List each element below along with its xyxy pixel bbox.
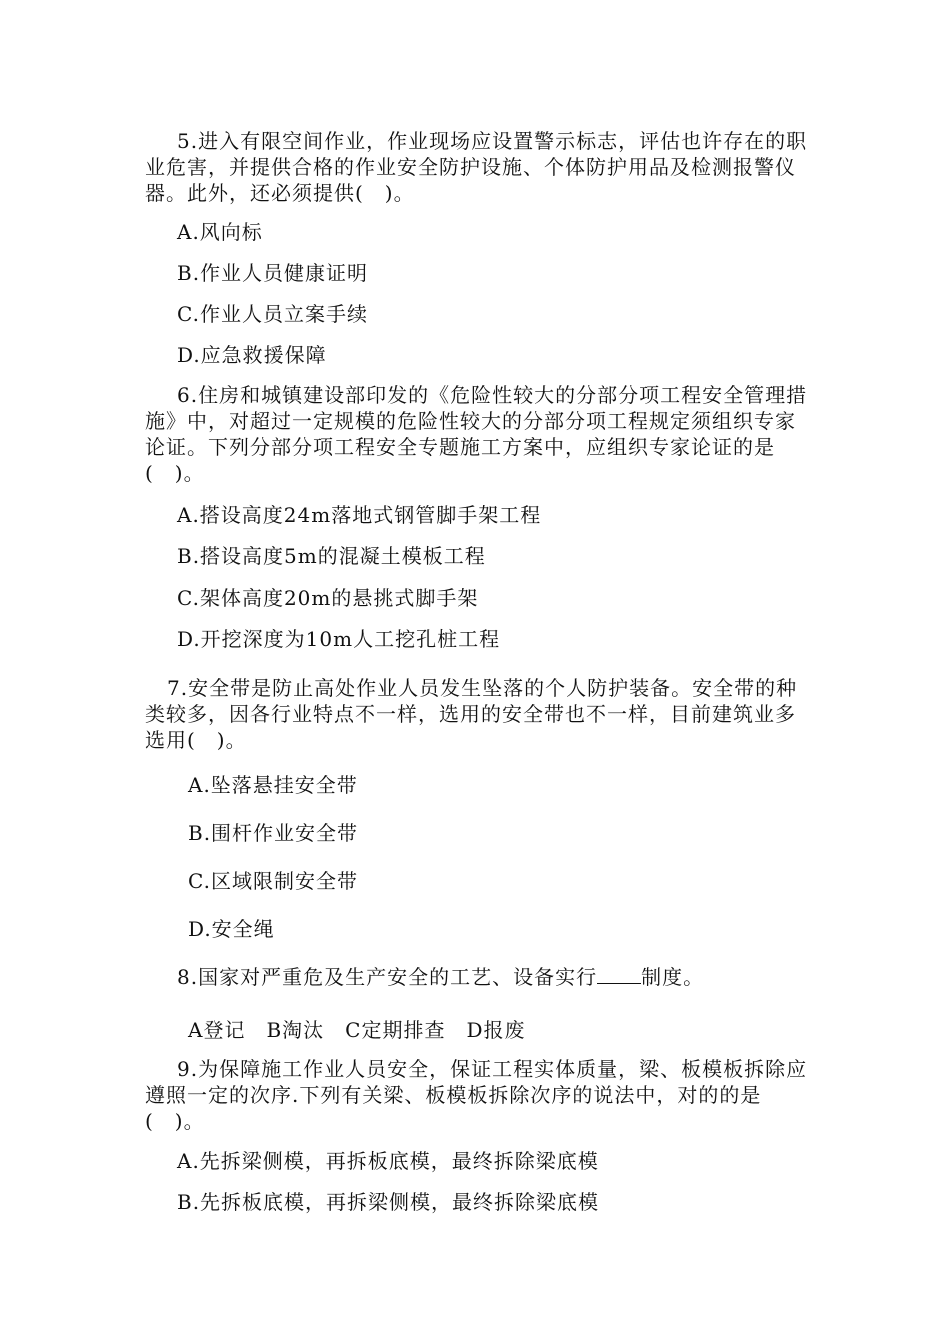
question-6-option-d: D.开挖深度为10m人工挖孔桩工程	[177, 627, 501, 651]
question-8-stem-after: 制度。	[641, 965, 705, 989]
question-9-stem: 9.为保障施工作业人员安全，保证工程实体质量，梁、板模板拆除应遵照一定的次序.下列有关梁、板模板拆除次序的说法中，对的的是( )。	[145, 1057, 808, 1133]
question-5-stem: 5.进入有限空间作业，作业现场应设置警示标志，评估也许存在的职业危害，并提供合格的作业安全防护设施、个体防护用品及检测报警仪器。此外，还必须提供( )。	[145, 129, 808, 205]
question-8-stem	[177, 964, 704, 990]
question-7-stem: 7.安全带是防止高处作业人员发生坠落的个人防护装备。安全带的种类较多，因各行业特点不一样，选用的安全带也不一样，目前建筑业多选用( )。	[145, 676, 798, 752]
question-5-option-c: C.作业人员立案手续	[177, 302, 368, 326]
question-7-option-c: C.区域限制安全带	[188, 869, 358, 893]
question-7-option-b: B.围杆作业安全带	[188, 821, 359, 845]
question-9-option-b: B.先拆板底模，再拆梁侧模，最终拆除梁底模	[177, 1190, 600, 1214]
question-5-option-d: D.应急救援保障	[177, 343, 327, 367]
question-7-option-d: D.安全绳	[188, 917, 275, 941]
question-8-stem-before: 8.国家对严重危及生产安全的工艺、设备实行	[177, 965, 598, 989]
question-6-stem: 6.住房和城镇建设部印发的《危险性较大的分部分项工程安全管理措施》中，对超过一定规模的危险性较大的分部分项工程规定须组织专家论证。下列分部分项工程安全专题施工方案中，应组织专家论证的是( )。	[145, 383, 808, 485]
question-5-option-b: B.作业人员健康证明	[177, 261, 369, 285]
question-6-option-a: A.搭设高度24m落地式钢管脚手架工程	[177, 503, 542, 527]
answer-blank	[597, 965, 641, 984]
question-7-option-a: A.坠落悬挂安全带	[188, 773, 358, 797]
question-9-option-a: A.先拆梁侧模，再拆板底模，最终拆除梁底模	[177, 1149, 599, 1173]
question-6-option-c: C.架体高度20m的悬挑式脚手架	[177, 586, 479, 610]
question-5-option-a: A.风向标	[177, 220, 263, 244]
question-8-options: A登记 B淘汰 C定期排查 D报废	[188, 1018, 526, 1042]
question-6-option-b: B.搭设高度5m的混凝土模板工程	[177, 544, 486, 568]
